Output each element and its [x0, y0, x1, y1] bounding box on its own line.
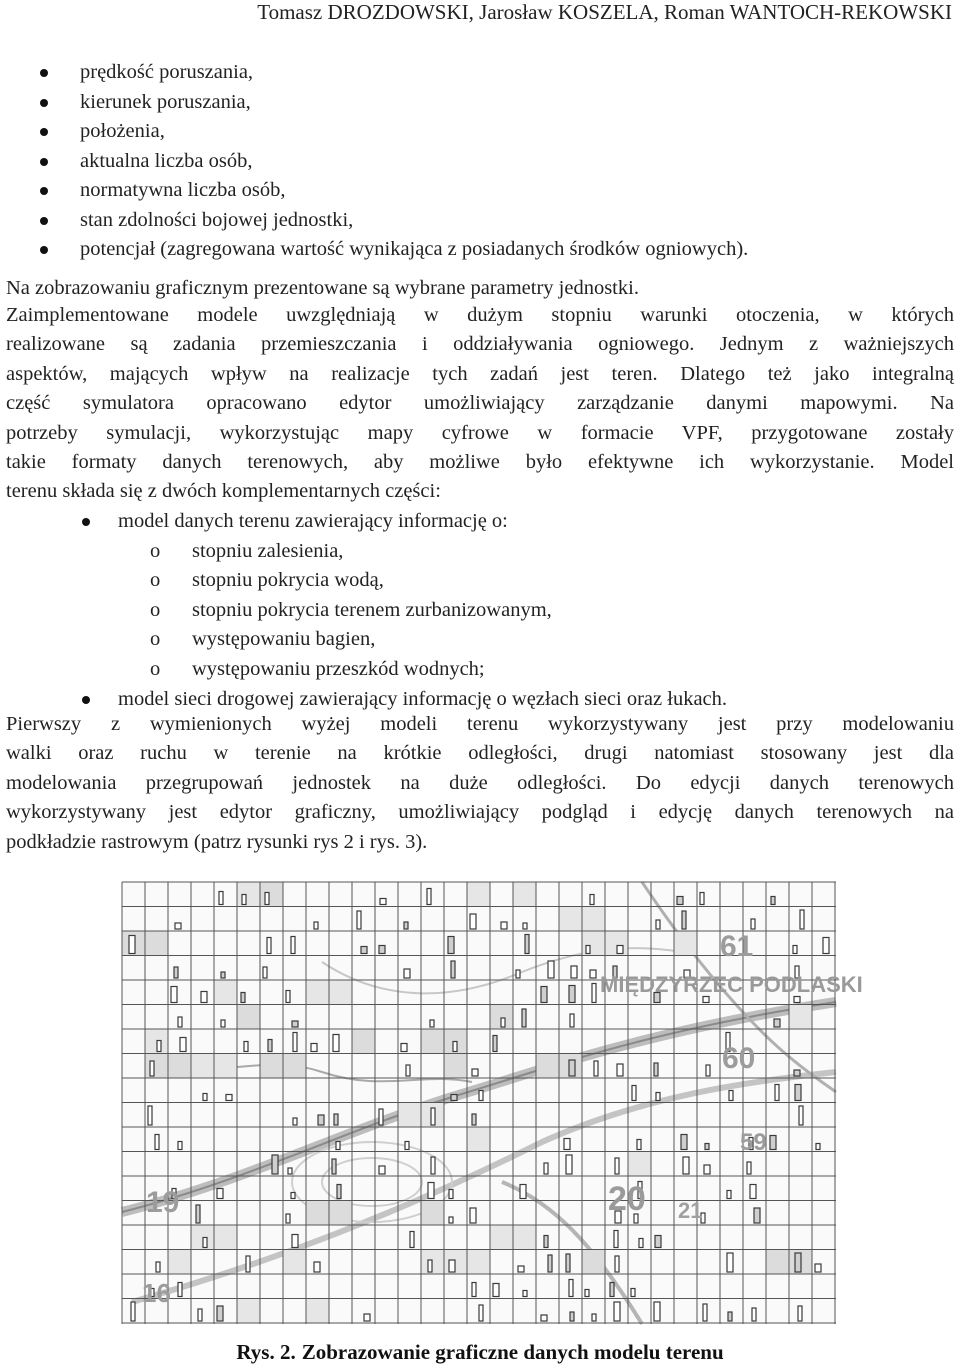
terrain-bar — [617, 1064, 623, 1076]
terrain-bar — [656, 920, 660, 929]
terrain-bar — [241, 993, 245, 1003]
terrain-bar — [610, 1283, 614, 1297]
paragraph-line: podkładzie rastrowym (patrz rysunki rys 2 i rys. 3). — [6, 830, 428, 853]
map-area-patch — [789, 1005, 812, 1030]
map-label-60: 60 — [722, 1042, 756, 1075]
terrain-bar — [293, 1033, 297, 1052]
terrain-bar — [752, 1308, 756, 1321]
terrain-bar — [453, 1042, 457, 1052]
terrain-bar — [129, 936, 135, 954]
bullet-icon — [40, 158, 48, 166]
list-item — [0, 117, 960, 147]
list-item-text: aktualna liczba osób, — [80, 149, 253, 172]
terrain-bar — [615, 1256, 619, 1272]
terrain-bar — [520, 1185, 526, 1199]
terrain-bar — [148, 1106, 152, 1125]
terrain-bar — [544, 1236, 548, 1248]
list-item — [0, 58, 960, 88]
terrain-bar — [380, 899, 386, 905]
terrain-bar — [219, 892, 223, 905]
terrain-bar — [357, 911, 361, 929]
terrain-bar — [523, 1291, 527, 1297]
terrain-bar — [656, 1093, 660, 1101]
terrain-bar — [703, 1304, 707, 1321]
list-item-text: normatywna liczba osób, — [80, 179, 286, 201]
terrain-bar — [157, 1041, 161, 1052]
map-label-20: 20 — [608, 1180, 646, 1218]
paragraph-line: Pierwszy z wymienionych wyżej modeli terenu wykorzystywany jest przy modelowaniu — [6, 713, 954, 735]
terrain-bar — [501, 922, 507, 929]
terrain-bar — [451, 1095, 457, 1101]
map-label-16: 16 — [142, 1278, 171, 1308]
paragraph-line: potrzeby symulacji, wykorzystując mapy cyfrowe w formacie VPF, przygotowane zostały — [6, 421, 954, 444]
terrain-bar — [293, 1118, 297, 1125]
terrain-bar — [728, 1312, 732, 1321]
terrain-bar — [523, 923, 527, 929]
sub-list-item — [0, 566, 960, 596]
terrain-bar — [617, 946, 623, 954]
terrain-bar — [614, 1231, 618, 1248]
terrain-bar — [361, 947, 367, 954]
map-label-21: 21 — [678, 1198, 703, 1223]
sub-list-item — [0, 537, 960, 567]
terrain-bar — [683, 1157, 689, 1174]
terrain-bar — [449, 1217, 453, 1223]
terrain-bar — [131, 1302, 135, 1321]
paragraph-line: wykorzystywany jest edytor graficzny, umożliwiający podgląd i edycję danych terenowych na — [6, 801, 954, 824]
terrain-bar — [770, 1136, 776, 1150]
terrain-bar — [472, 1283, 476, 1297]
terrain-bar — [654, 1063, 658, 1076]
map-area-patch — [214, 980, 237, 1005]
terrain-bar — [198, 1309, 202, 1321]
terrain-bar — [654, 1302, 660, 1321]
terrain-bar — [472, 1114, 476, 1125]
paragraph-line: takie formaty danych terenowych, aby możliwe było efektywne ich wykorzystanie. Model — [6, 451, 954, 474]
terrain-bar — [750, 1185, 756, 1199]
sub-list-item-text: występowaniu przeszkód wodnych; — [192, 657, 485, 680]
terrain-bar — [226, 1095, 232, 1101]
terrain-bar — [196, 1205, 200, 1223]
map-label-59: 59 — [740, 1129, 767, 1156]
terrain-bar — [217, 1189, 223, 1199]
terrain-bar — [570, 1014, 574, 1027]
terrain-bar — [794, 1070, 800, 1076]
sub-list-item-text: stopniu zalesienia, — [192, 539, 344, 562]
terrain-bar — [614, 1302, 620, 1321]
terrain-bar — [150, 1061, 154, 1076]
map-area-patch — [306, 1299, 329, 1324]
terrain-bar — [244, 1042, 248, 1052]
terrain-bar — [379, 946, 385, 954]
terrain-bar — [655, 1236, 661, 1248]
sub-list-item — [0, 625, 960, 655]
terrain-bar — [470, 914, 476, 929]
terrain-bar — [479, 1305, 483, 1321]
terrain-bar — [727, 1253, 733, 1272]
terrain-bar — [288, 1168, 292, 1174]
terrain-bar — [406, 1065, 410, 1076]
list-item — [0, 235, 960, 265]
terrain-bar — [332, 1159, 336, 1174]
sub-list-item-text: występowaniu bagien, — [192, 628, 376, 651]
terrain-bar — [178, 1142, 182, 1150]
terrain-bar — [314, 1262, 320, 1272]
terrain-bar — [265, 893, 269, 905]
terrain-bar — [292, 1021, 298, 1027]
terrain-bar — [518, 1266, 524, 1272]
map-area-patch — [628, 1152, 651, 1177]
bullet-icon — [40, 128, 48, 136]
terrain-bar — [585, 1290, 589, 1297]
terrain-bar — [401, 1044, 407, 1052]
terrain-bar — [566, 1254, 570, 1272]
terrain-bar — [564, 1139, 570, 1150]
terrain-bar — [493, 1036, 497, 1052]
map-area-patch — [582, 907, 605, 932]
paragraph-parameters: Na zobrazowaniu graficznym prezentowane są wybrane parametry jednostki. — [6, 277, 639, 299]
map-area-patch — [444, 1054, 467, 1079]
map-area-patch — [513, 882, 536, 907]
list-item-text: model danych terenu zawierający informację o: — [118, 510, 508, 532]
terrain-bar — [404, 969, 410, 978]
paragraph-line: część symulatora opracowano edytor umożliwiający zarządzanie danymi mapowymi. Na — [6, 392, 954, 415]
terrain-bar — [448, 937, 454, 954]
list-item-text: potencjał (zagregowana wartość wynikająca z posiadanych środków ogniowych). — [80, 238, 749, 260]
terrain-bar — [815, 1264, 821, 1272]
terrain-bar — [586, 946, 590, 954]
terrain-bar — [180, 1038, 186, 1052]
terrain-bar — [571, 966, 577, 978]
terrain-bar — [267, 938, 271, 954]
terrain-bar — [291, 937, 295, 954]
terrain-bar — [336, 1142, 340, 1150]
terrain-bar — [428, 1260, 432, 1272]
terrain-bar — [681, 1135, 687, 1150]
terrain-bar — [795, 1085, 801, 1101]
terrain-bar — [795, 1253, 801, 1272]
terrain-bar — [427, 889, 431, 905]
terrain-bar — [775, 1085, 779, 1101]
paragraph-line: aspektów, mających wpływ na realizacje tych zadań jest teren. Dlatego też jako integralną — [6, 362, 954, 385]
map-area-patch — [559, 907, 582, 932]
terrain-bar — [217, 1306, 223, 1321]
terrain-bar — [548, 1255, 552, 1272]
terrain-bar — [286, 1214, 290, 1223]
map-area-patch — [536, 1054, 559, 1079]
terrain-bar — [472, 1069, 478, 1076]
terrain-bar — [292, 1235, 298, 1248]
terrain-bar — [318, 1115, 324, 1125]
terrain-bar — [700, 893, 704, 905]
terrain-bar — [246, 1256, 250, 1272]
terrain-bar — [639, 1239, 643, 1248]
sub-list-item — [0, 655, 960, 685]
terrain-bar — [201, 992, 207, 1003]
terrain-bar — [155, 1135, 159, 1150]
sub-bullet-marker: o — [150, 539, 161, 562]
list-item — [0, 88, 960, 118]
terrain-bar — [291, 1193, 295, 1199]
terrain-bar — [705, 1144, 709, 1150]
paragraph-line: Zaimplementowane modele uwzględniają w dużym stopniu warunki otoczenia, w których — [6, 304, 954, 326]
map-area-patch — [237, 1299, 260, 1324]
terrain-bar — [592, 1314, 596, 1321]
list-item — [0, 507, 960, 537]
sub-bullet-marker: o — [150, 569, 161, 592]
bullet-icon — [82, 696, 90, 704]
terrain-bar — [774, 1019, 780, 1027]
map-area-patch — [237, 1005, 260, 1030]
terrain-bar — [449, 1260, 455, 1272]
terrain-bar — [311, 1044, 317, 1052]
terrain-bar — [706, 1065, 710, 1076]
terrain-bar — [516, 970, 520, 978]
terrain-bar — [729, 1091, 733, 1101]
map-label-town: MIĘDZYRZEC PODLASKI — [600, 972, 863, 997]
terrain-bar — [569, 1060, 575, 1076]
terrain-bar — [548, 961, 554, 978]
list-item — [0, 176, 960, 206]
list-item — [0, 147, 960, 177]
terrain-bar — [242, 895, 246, 905]
bullet-icon — [40, 217, 48, 225]
caption-text: Zobrazowanie graficzne danych modelu terenu — [301, 1340, 724, 1364]
terrain-bar — [727, 1191, 731, 1199]
bullet-icon — [40, 187, 48, 195]
list-item-text: model sieci drogowej zawierający informację o węzłach sieci oraz łukach. — [118, 687, 728, 710]
terrain-bar — [590, 970, 596, 978]
terrain-bar — [364, 1314, 370, 1321]
terrain-bar — [314, 922, 318, 929]
sub-bullet-marker: o — [150, 657, 161, 680]
terrain-bar — [449, 1190, 453, 1199]
terrain-bar — [451, 961, 455, 978]
map-area-patch — [352, 1029, 375, 1054]
map-labels — [142, 930, 863, 1308]
list-item — [0, 206, 960, 236]
sub-bullet-marker: o — [150, 628, 161, 651]
terrain-bar — [286, 991, 290, 1003]
terrain-bar — [175, 923, 181, 929]
terrain-bar — [493, 1284, 499, 1297]
terrain-bar — [541, 1315, 547, 1321]
list-item-text: stan zdolności bojowej jednostki, — [80, 208, 354, 231]
terrain-bar — [798, 1306, 802, 1321]
terrain-bar — [682, 911, 686, 929]
paragraph-models — [6, 301, 954, 507]
terrain-bar — [799, 1106, 803, 1125]
terrain-bar — [178, 1017, 182, 1027]
terrain-bar — [632, 1086, 636, 1101]
map-label-61: 61 — [720, 930, 754, 963]
parameter-list — [0, 58, 960, 265]
paragraph-line: terenu składa się z dwóch komplementarnych części: — [6, 480, 441, 503]
terrain-model-list — [0, 507, 960, 714]
map-area-patch — [168, 1250, 191, 1275]
figure-caption — [0, 1340, 960, 1365]
terrain-bar — [203, 1238, 207, 1248]
map-area-patch — [674, 931, 697, 956]
terrain-bar — [800, 910, 804, 929]
terrain-bar — [410, 1232, 414, 1248]
terrain-bar — [751, 919, 755, 929]
terrain-bar — [404, 922, 408, 929]
terrain-map-figure — [122, 882, 863, 1324]
terrain-bar — [747, 1162, 751, 1174]
paragraph-line: modelowania przegrupowań jednostek na duże odległości. Do edycji danych terenowych — [6, 771, 954, 794]
terrain-bar — [704, 1165, 710, 1174]
terrain-bar — [337, 1185, 341, 1199]
sub-list-item-text: stopniu pokrycia terenem zurbanizowanym, — [192, 598, 552, 621]
terrain-bar — [428, 1183, 434, 1199]
terrain-bar — [615, 1158, 619, 1174]
terrain-bar — [522, 1009, 526, 1027]
terrain-bar — [431, 1108, 435, 1125]
caption-label: Rys. 2. — [236, 1340, 296, 1364]
terrain-bar — [174, 967, 178, 978]
terrain-bar — [544, 1163, 548, 1174]
sub-bullet-marker: o — [150, 598, 161, 621]
terrain-bar — [171, 987, 177, 1003]
terrain-bar — [470, 1208, 476, 1223]
terrain-bar — [677, 897, 683, 905]
terrain-bar — [203, 1094, 207, 1101]
terrain-bar — [334, 1114, 338, 1125]
terrain-bar — [771, 897, 775, 905]
terrain-bar — [333, 1035, 339, 1052]
bullet-icon — [82, 518, 90, 526]
terrain-bar — [793, 946, 797, 954]
map-area-patch — [283, 1250, 306, 1275]
terrain-bar — [405, 1142, 409, 1150]
map-area-patch — [421, 1201, 444, 1226]
paragraph-editor — [6, 710, 954, 857]
list-item-text: położenia, — [80, 120, 165, 142]
terrain-bar — [541, 987, 547, 1003]
terrain-bar — [501, 1018, 505, 1027]
terrain-bar — [431, 1157, 435, 1174]
terrain-bar — [263, 967, 267, 978]
running-header: Tomasz DROZDOWSKI, Jarosław KOSZELA, Roman WANTOCH-REKOWSKI — [257, 0, 952, 24]
terrain-bar — [794, 997, 800, 1003]
terrain-bar — [754, 1208, 760, 1223]
paragraph-line: realizowane są zadania przemieszczania i oddziaływania ogniowego. Jednym z ważniejszych — [6, 333, 954, 356]
sub-list-item — [0, 596, 960, 626]
terrain-bar — [156, 1262, 160, 1272]
list-item-text: kierunek poruszania, — [80, 90, 251, 113]
terrain-bar — [592, 984, 596, 1003]
terrain-bar — [525, 935, 529, 954]
terrain-bar — [594, 1061, 598, 1076]
terrain-bar — [816, 1144, 820, 1150]
terrain-bar — [430, 1020, 434, 1027]
terrain-bar — [178, 1283, 182, 1297]
map-area-patch — [582, 1250, 605, 1275]
map-area-patch — [467, 1127, 490, 1152]
terrain-bar — [272, 1155, 278, 1174]
terrain-bar — [221, 972, 225, 978]
terrain-bar — [637, 1140, 641, 1150]
terrain-bar — [268, 1040, 272, 1052]
terrain-bar — [569, 986, 575, 1003]
terrain-bar — [379, 1166, 385, 1174]
map-area-patch — [237, 882, 260, 907]
terrain-bar — [703, 997, 709, 1003]
paragraph-line: walki oraz ruchu w terenie na krótkie odległości, drugi natomiast stosowany jest dla — [6, 742, 954, 765]
map-area-patch — [467, 882, 490, 907]
sub-list-item-text: stopniu pokrycia wodą, — [192, 569, 384, 592]
bullet-icon — [40, 246, 48, 254]
terrain-bar — [631, 1289, 635, 1297]
terrain-bar — [479, 1091, 483, 1101]
terrain-bar — [569, 1280, 573, 1297]
list-item-text: prędkość poruszania, — [80, 61, 254, 83]
terrain-bar — [570, 1312, 574, 1321]
bullet-icon — [40, 99, 48, 107]
terrain-bar — [379, 1109, 383, 1125]
map-label-19: 19 — [146, 1186, 180, 1219]
terrain-bar — [823, 938, 829, 954]
terrain-bar — [221, 1020, 225, 1027]
terrain-map-image — [122, 882, 863, 1324]
terrain-bar — [590, 895, 594, 905]
terrain-bar — [566, 1155, 572, 1174]
bullet-icon — [40, 69, 48, 77]
